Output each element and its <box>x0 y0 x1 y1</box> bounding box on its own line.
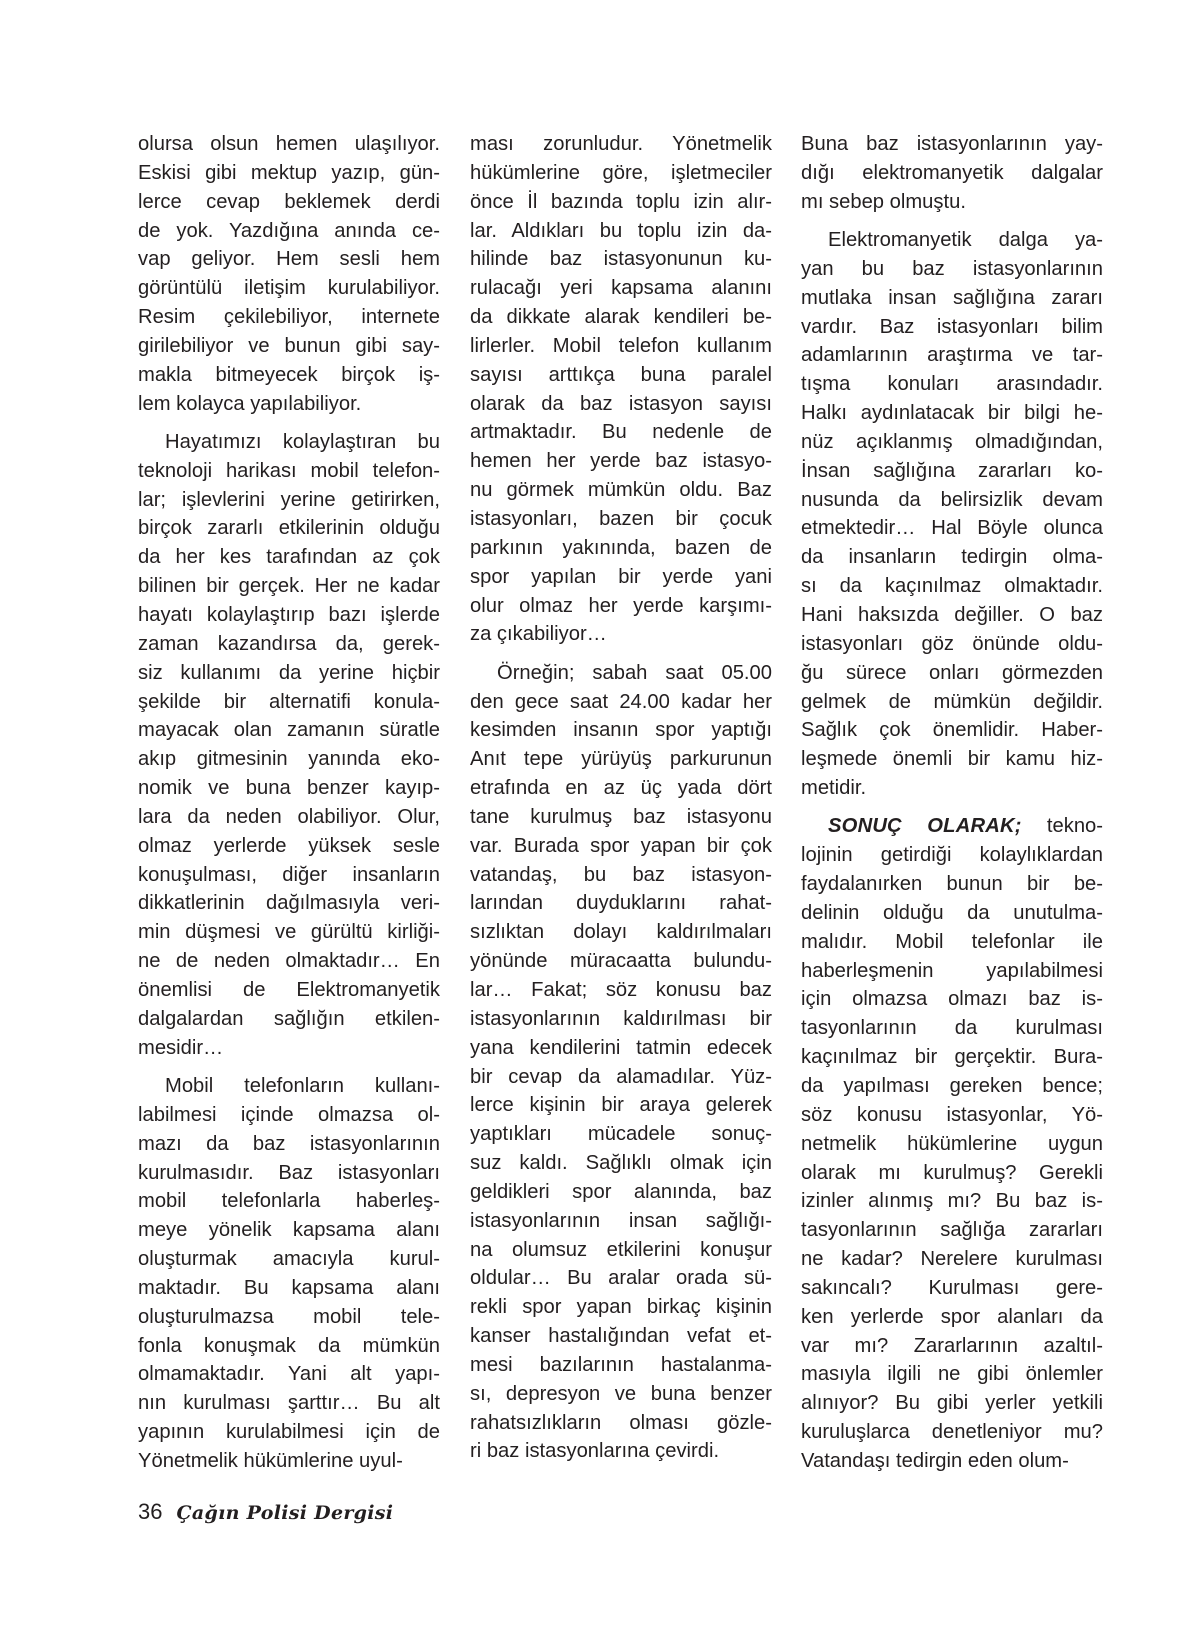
text-line: teknoloji harikası mobil telefon- <box>138 459 440 482</box>
text-line: yan bu baz istasyonlarının <box>801 257 1103 280</box>
text-line: kanser hastalığından vefat et- <box>470 1325 772 1348</box>
text-line: sayısı arttıkça buna paralel <box>470 363 772 386</box>
text-line: da dikkate alarak kendileri be- <box>470 306 772 329</box>
text-line: de yok. Yazdığına anında ce- <box>138 219 440 242</box>
text-line: Sağlık çok önemlidir. Haber- <box>801 719 1103 742</box>
text-column-3 <box>801 130 1103 1476</box>
paragraph <box>801 130 1103 217</box>
text-line: lerce cevap beklemek derdi <box>138 190 440 213</box>
text-line: labilmesi içinde olmazsa ol- <box>138 1103 440 1126</box>
text-line: var. Burada spor yapan bir çok <box>470 834 772 857</box>
text-line: lem kolayca yapılabiliyor. <box>138 392 362 415</box>
text-line: yana kendilerini tatmin edecek <box>470 1036 772 1059</box>
text-line: netmelik hükümlerine uygun <box>801 1132 1103 1155</box>
text-line: yönünde müracaatta bulundu- <box>470 950 772 973</box>
paragraph <box>138 1072 440 1476</box>
text-line: rekli spor yapan birkaç kişinin <box>470 1296 772 1319</box>
text-line: İnsan sağlığına zararları ko- <box>801 459 1103 482</box>
text-line: spor yapılan bir yerde yani <box>470 565 772 588</box>
text-line: lar… Fakat; söz konusu baz <box>470 978 772 1001</box>
text-line: oluşturulmazsa mobil tele- <box>138 1305 440 1328</box>
text-line: malıdır. Mobil telefonlar ile <box>801 930 1103 953</box>
text-line: Vatandaşı tedirgin eden olum- <box>801 1449 1069 1472</box>
text-line: nüz açıklanmış olmadığından, <box>801 430 1103 453</box>
text-line: gelmek de mümkün değildir. <box>801 690 1103 713</box>
text-line: ne de neden olmaktadır… En <box>138 950 440 973</box>
text-line: istasyonları, bazen bir çocuk <box>470 507 772 530</box>
text-line: Örneğin; sabah saat 05.00 <box>497 661 772 684</box>
text-line: olur olmaz her yerde karşımı- <box>470 594 772 617</box>
text-line: ne kadar? Nerelere kurulması <box>801 1248 1103 1271</box>
text-line: yaptıkları mücadele sonuç- <box>470 1123 772 1146</box>
text-line: sızlıktan dolayı kaldırılmaları <box>470 921 772 944</box>
text-line: lara da neden olabiliyor. Olur, <box>138 805 440 828</box>
text-line: masıyla ilgili ne gibi önlemler <box>801 1363 1103 1386</box>
text-line: fonla konuşmak da mümkün <box>138 1334 440 1357</box>
text-line: Eskisi gibi mektup yazıp, gün- <box>138 161 440 184</box>
text-line: mutlaka insan sağlığına zararı <box>801 286 1103 309</box>
text-line: lirlerler. Mobil telefon kullanım <box>470 334 772 357</box>
text-line: ken yerlerde spor alanları da <box>801 1305 1103 1328</box>
text-line: önce İl bazında toplu izin alır- <box>470 190 772 213</box>
text-line: vardır. Baz istasyonları bilim <box>801 315 1103 338</box>
text-line: Hani haksızda değiller. O baz <box>801 604 1103 626</box>
text-line: ması zorunludur. Yönetmelik <box>470 133 772 155</box>
text-line: şekilde bir alternatifi konula- <box>138 690 440 713</box>
text-line: den gece saat 24.00 kadar her <box>470 690 772 713</box>
text-line: artmaktadır. Bu nedenle de <box>470 421 772 444</box>
text-line: için olmazsa olmazı baz is- <box>801 988 1103 1011</box>
text-column-1 <box>138 130 440 1476</box>
text-line: ğu sürece onları görmezden <box>801 661 1103 684</box>
text-line: mobil telefonlarla haberleş- <box>138 1190 440 1213</box>
text-line: bir cevap da alamadılar. Yüz- <box>470 1065 772 1088</box>
text-line: oluşturmak amacıyla kurul- <box>138 1248 440 1271</box>
paragraph <box>470 659 772 1467</box>
text-line: da her kes tarafından az çok <box>138 546 440 569</box>
text-line: larından duyduklarını rahat- <box>470 892 772 915</box>
text-line: Hayatımızı kolaylaştıran bu <box>165 430 440 453</box>
text-line: tasyonlarının sağlığa zararları <box>801 1219 1103 1242</box>
text-line: mayacak olan zamanın süratle <box>138 719 440 742</box>
text-line: birçok zararlı etkilerinin olduğu <box>138 517 440 540</box>
page-number: 36 <box>138 1499 163 1524</box>
text-line: ri baz istasyonlarına çevirdi. <box>470 1440 720 1463</box>
text-line: da yapılması gereken bence; <box>801 1075 1103 1097</box>
text-line: Mobil telefonların kullanı- <box>165 1075 440 1097</box>
text-line: oldular… Bu aralar orada sü- <box>470 1267 772 1290</box>
text-line: metidir. <box>801 777 867 800</box>
magazine-title: Çağın Polisi Dergisi <box>176 1502 394 1524</box>
text-line: nın kurulması şarttır… Bu alt <box>138 1392 440 1415</box>
text-line: lerce kişinin bir araya gelerek <box>470 1094 772 1117</box>
text-line: olmamaktadır. Yani alt yapı- <box>138 1363 440 1386</box>
text-line: alınıyor? Bu gibi yerler yetkili <box>801 1392 1103 1415</box>
text-line: tane kurulmuş baz istasyonu <box>470 805 772 828</box>
text-line: siz kullanımı da yerine hiçbir <box>138 661 440 684</box>
text-line: Halkı aydınlatacak bir bilgi he- <box>801 402 1103 425</box>
text-line: nusunda da belirsizlik devam <box>801 488 1103 511</box>
text-line: tasyonlarının da kurulması <box>801 1017 1103 1040</box>
text-line: olursa olsun hemen ulaşılıyor. <box>138 133 440 155</box>
text-line: hükümlerine göre, işletmeciler <box>470 161 772 184</box>
text-line: izinler alınmış mı? Bu baz is- <box>801 1190 1103 1213</box>
text-line: mesidir… <box>138 1036 224 1059</box>
text-line: girilebiliyor ve bunun gibi say- <box>138 334 440 357</box>
text-line: nu görmek mümkün oldu. Baz <box>470 479 772 502</box>
text-line: rahatsızlıkların olması gözle- <box>470 1411 772 1434</box>
text-column-2 <box>470 130 772 1466</box>
paragraph <box>470 130 772 649</box>
text-line: parkının yakınında, bazen de <box>470 536 772 559</box>
text-line: istasyonlarının insan sağlığı- <box>470 1209 772 1232</box>
text-line: vap geliyor. Hem sesli hem <box>138 248 440 271</box>
text-line: mesi bazılarının hastalanma- <box>470 1353 772 1376</box>
text-line: dikkatlerinin dağılmasıyla veri- <box>138 892 440 915</box>
text-line: olarak da baz istasyon sayısı <box>470 392 772 415</box>
text-line: olarak mı kurulmuş? Gerekli <box>801 1161 1103 1184</box>
paragraph <box>138 428 440 1063</box>
text-line: dığı elektromanyetik dalgalar <box>801 161 1103 184</box>
text-line: rulacağı yeri kapsama alanını <box>470 277 772 300</box>
text-line: hayatı kolaylaştırıp bazı işlerde <box>138 604 440 626</box>
text-line: zaman kazandırsa da, gerek- <box>138 632 440 655</box>
text-line: lar; işlevlerini yerine getirirken, <box>138 488 440 511</box>
paragraph <box>801 812 1103 1475</box>
text-line: suz kaldı. Sağlıklı olmak için <box>470 1152 772 1175</box>
text-line: sı da kaçınılmaz olmaktadır. <box>801 575 1103 598</box>
text-line: geldikleri spor alanında, baz <box>470 1180 772 1203</box>
text-line-rest: tekno- <box>1021 815 1103 838</box>
text-line: sı, depresyon ve buna benzer <box>470 1382 772 1405</box>
text-line: na olumsuz etkilerini konuşur <box>470 1238 772 1261</box>
text-line: Elektromanyetik dalga ya- <box>828 229 1103 252</box>
text-line: konuşulması, diğer insanların <box>138 863 440 886</box>
text-line: meye yönelik kapsama alanı <box>138 1219 440 1242</box>
text-line: Buna baz istasyonlarının yay- <box>801 133 1103 155</box>
text-line: istasyonlarının kaldırılması bir <box>470 1007 772 1030</box>
text-line: Yönetmelik hükümlerine uyul- <box>138 1449 403 1472</box>
text-line: mı sebep olmuştu. <box>801 190 966 213</box>
text-line: lar. Aldıkları bu toplu izin da- <box>470 219 772 242</box>
text-line: kesimden insanın spor yaptığı <box>470 719 772 742</box>
paragraph <box>801 226 1103 803</box>
text-line: makla bitmeyecek birçok iş- <box>138 363 440 386</box>
text-line: etmektedir… Hal Böyle olunca <box>801 517 1103 540</box>
text-line: haberleşmenin yapılabilmesi <box>801 959 1103 982</box>
text-line: za çıkabiliyor… <box>470 623 607 646</box>
page-footer <box>138 1499 393 1533</box>
text-line: etrafında en az üç yada dört <box>470 777 772 800</box>
text-line: tışma konuları arasındadır. <box>801 373 1103 396</box>
text-line: Anıt tepe yürüyüş parkurunun <box>470 748 772 771</box>
lead-phrase: SONUÇ OLARAK; <box>828 815 1022 838</box>
text-line: akıp gitmesinin yanında eko- <box>138 748 440 771</box>
text-line: nomik ve buna benzer kayıp- <box>138 777 440 800</box>
text-line: görüntülü iletişim kurulabiliyor. <box>138 277 440 300</box>
text-line: vatandaş, bu baz istasyon- <box>470 863 772 886</box>
text-line: dalgalardan sağlığın etkilen- <box>138 1007 440 1030</box>
text-line: faydalanırken bunun bir be- <box>801 873 1103 896</box>
text-line: mazı da baz istasyonlarının <box>138 1132 440 1155</box>
text-line: sakıncalı? Kurulması gere- <box>801 1276 1103 1299</box>
text-line: bilinen bir gerçek. Her ne kadar <box>138 575 440 598</box>
text-line: delinin olduğu da unutulma- <box>801 901 1103 924</box>
text-line: olmaz yerlerde yüksek sesle <box>138 834 440 857</box>
text-line <box>801 812 1103 841</box>
text-line: min düşmesi ve gürültü kirliği- <box>138 921 440 944</box>
text-line: kaçınılmaz bir gerçektir. Bura- <box>801 1046 1103 1069</box>
text-line: leşmede önemli bir kamu hiz- <box>801 748 1103 771</box>
text-line: kurulmasıdır. Baz istasyonları <box>138 1161 440 1184</box>
text-line: hilinde baz istasyonunun ku- <box>470 248 772 271</box>
text-line: Resim çekilebiliyor, internete <box>138 306 440 329</box>
text-line: da insanların tedirgin olma- <box>801 546 1103 569</box>
text-line: var mı? Zararlarının azaltıl- <box>801 1334 1103 1357</box>
text-line: önemlisi de Elektromanyetik <box>138 978 440 1001</box>
text-line: adamlarının araştırma ve tar- <box>801 344 1103 367</box>
text-line: yapının kurulabilmesi için de <box>138 1421 440 1444</box>
text-line: söz konusu istasyonlar, Yö- <box>801 1103 1103 1126</box>
text-line: hemen her yerde baz istasyo- <box>470 450 772 473</box>
paragraph <box>138 130 440 418</box>
text-line: lojinin getirdiği kolaylıklardan <box>801 844 1103 867</box>
text-line: istasyonları göz önünde oldu- <box>801 632 1103 655</box>
text-line: maktadır. Bu kapsama alanı <box>138 1276 440 1299</box>
text-line: kuruluşlarca denetleniyor mu? <box>801 1421 1103 1444</box>
